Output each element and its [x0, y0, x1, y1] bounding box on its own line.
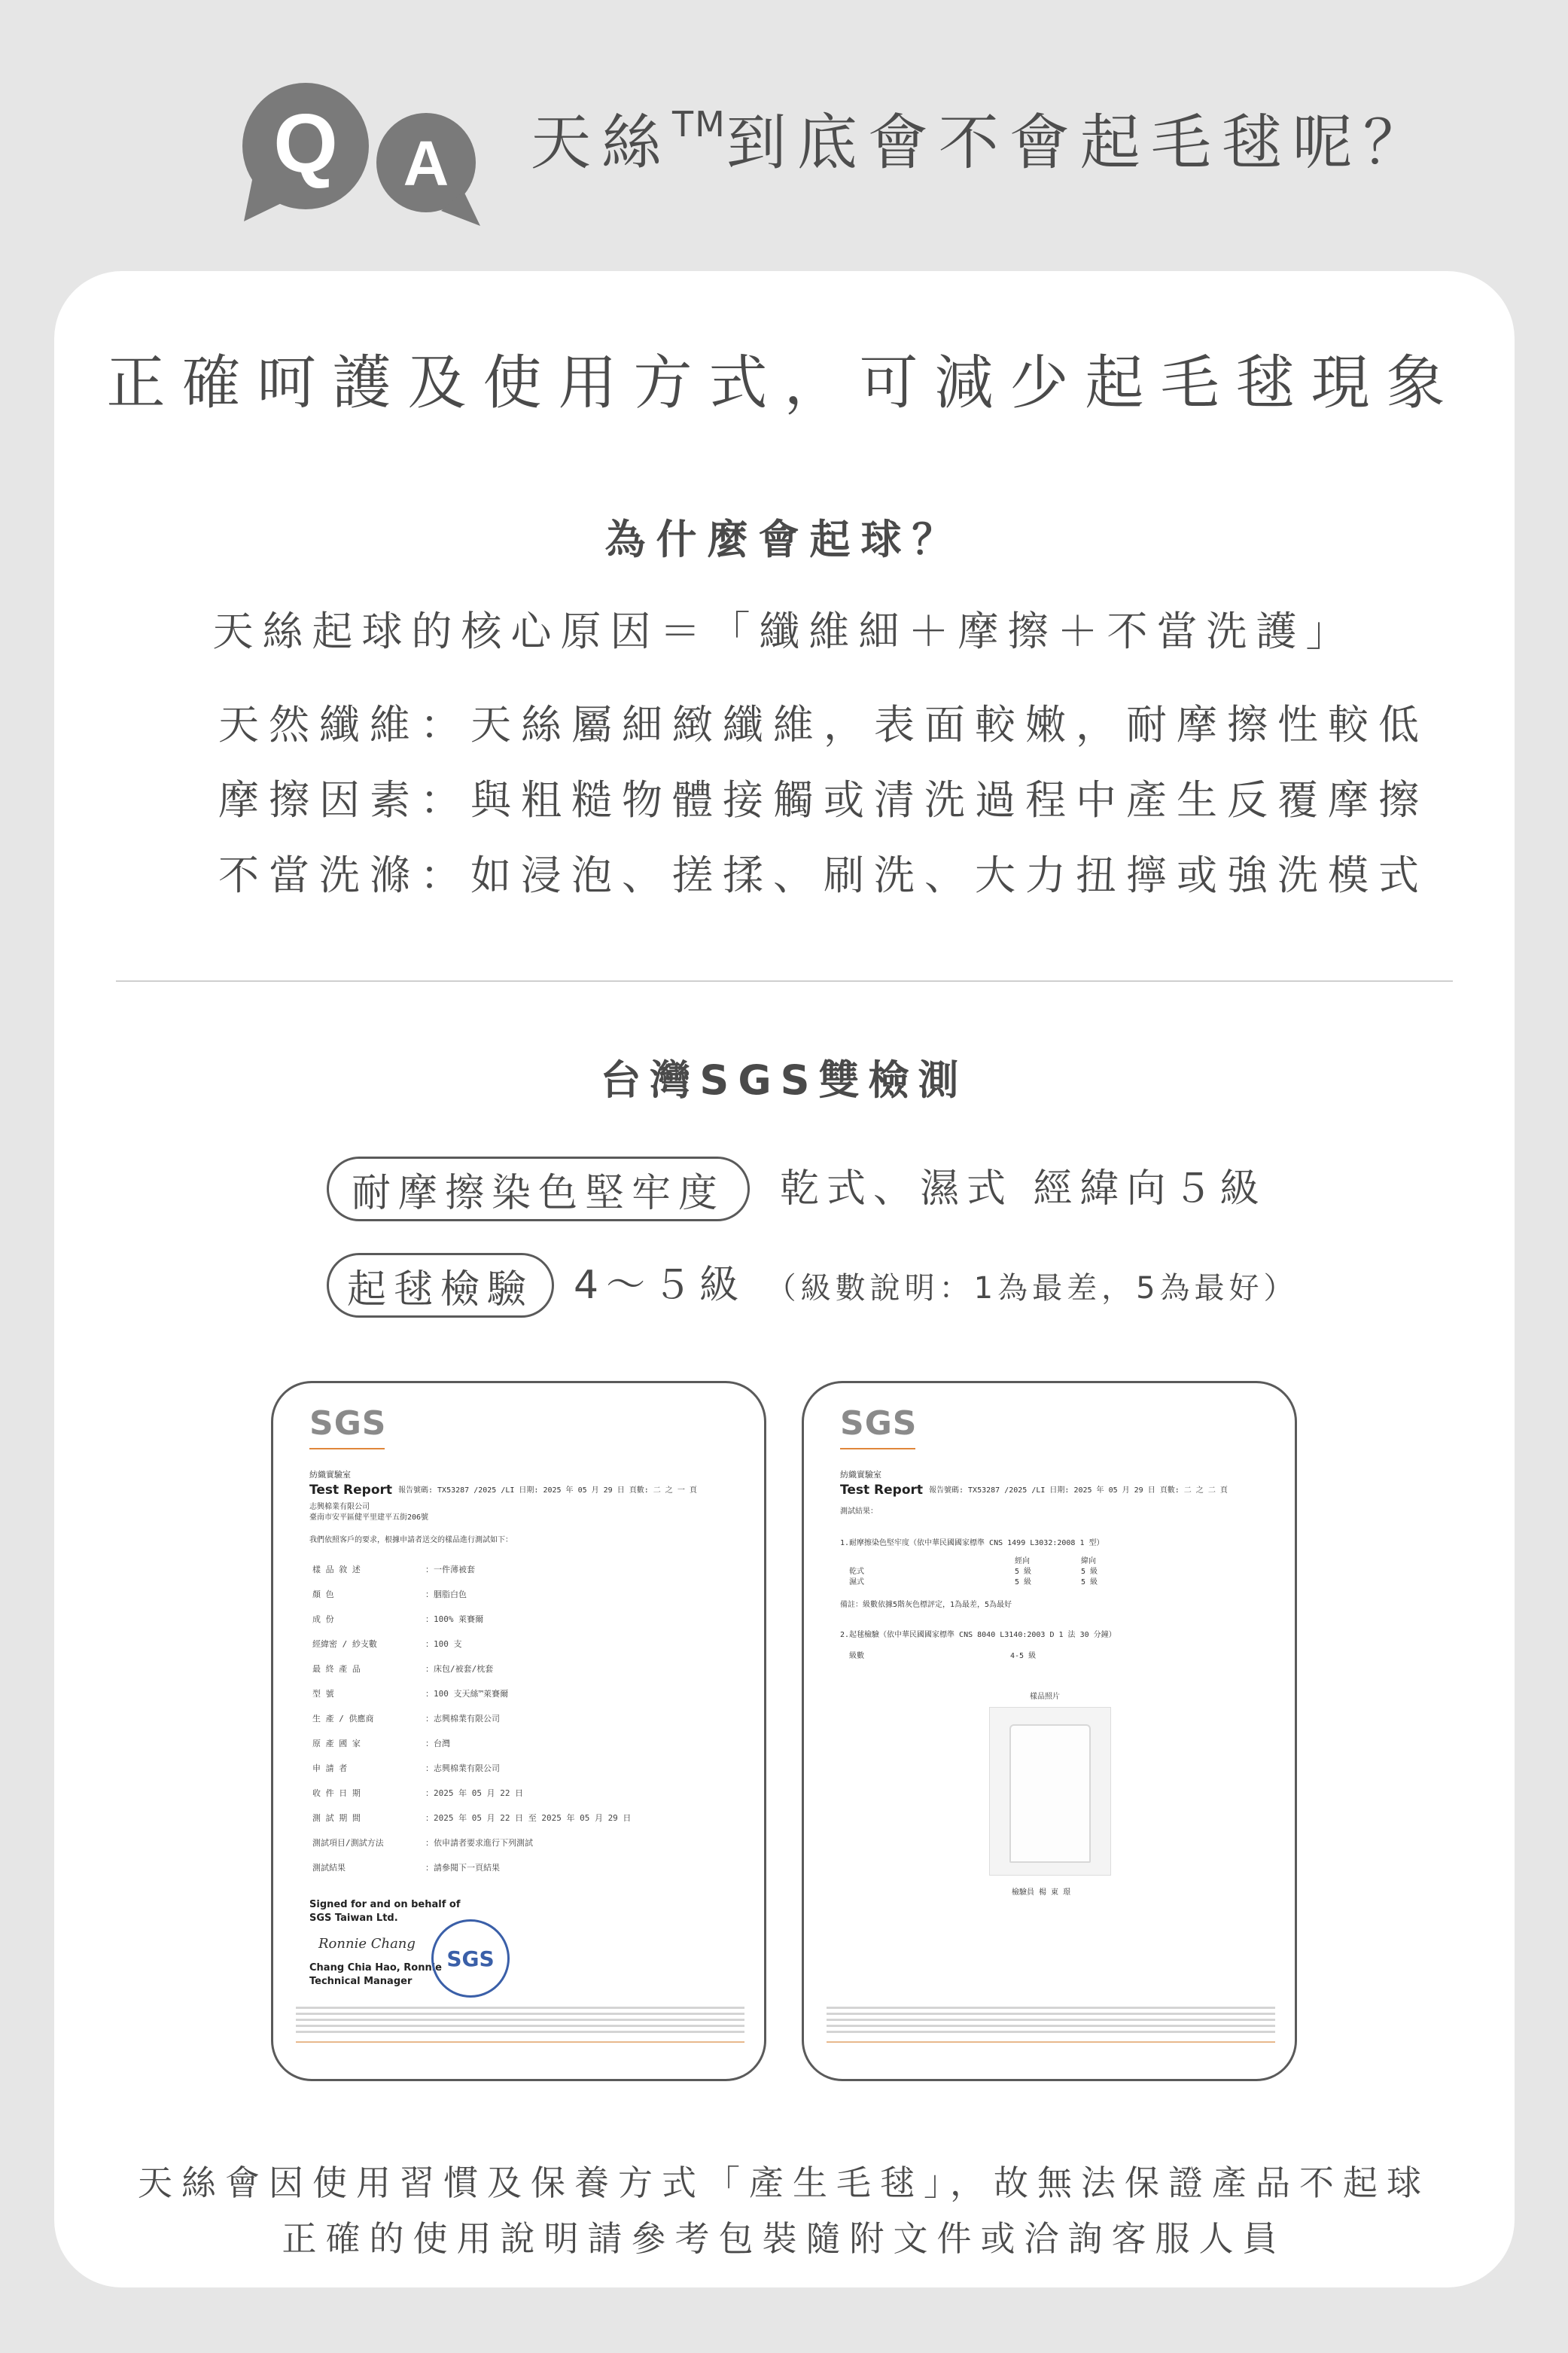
footer-line-2: 正確的使用說明請參考包裝隨附文件或洽詢客服人員 [282, 2218, 1286, 2259]
test1-pill [327, 1157, 750, 1221]
signed-company: SGS Taiwan Ltd. [309, 1913, 398, 1924]
report-number: 報告號碼: TX53287 /2025 /LI 日期: 2025 年 05 月 29 日 頁數: 二 之 一 頁 [398, 1486, 697, 1495]
footer-line [827, 2041, 1275, 2043]
header-title-pre: 天絲 [531, 108, 672, 178]
col-weft: 緯向 [1081, 1557, 1096, 1565]
reason-friction: 摩擦因素：與粗糙物體接觸或清洗過程中產生反覆摩擦 [218, 776, 1429, 824]
field-row: 測 試 期 間 ：2025 年 05 月 22 日 至 2025 年 05 月 29 日 [312, 1813, 632, 1823]
sample-photo [989, 1707, 1111, 1876]
address: 臺南市安平區健平里建平五街206號 [309, 1513, 429, 1522]
fine-print [827, 2013, 1275, 2015]
sgs-report-page-2 [802, 1381, 1297, 2081]
wet-warp: 5 級 [1015, 1578, 1032, 1586]
field-row: 樣 品 敘 述 ：一件薄被套 [312, 1565, 475, 1574]
signer-title: Technical Manager [309, 1976, 413, 1987]
field-row: 申 請 者 ：志興棉業有限公司 [312, 1763, 500, 1773]
photo-label: 樣品照片 [1030, 1693, 1060, 1701]
col-warp: 經向 [1015, 1557, 1030, 1565]
sgs-seal: SGS [431, 1919, 510, 1998]
report-title: Test Report [309, 1483, 393, 1498]
qa-bubble-icon [238, 78, 486, 229]
grade-note: 備註：級數依據5階灰色標評定，1為最差，5為最好 [840, 1601, 1012, 1609]
fine-print [827, 2025, 1275, 2027]
dry-warp: 5 級 [1015, 1568, 1032, 1576]
test2-pill [327, 1253, 554, 1318]
test2-line: 2.起毬檢驗（依中華民國國家標準 CNS 8040 L3140:2003 D 1 法 30 分鐘） [840, 1631, 1116, 1639]
fine-print [827, 2031, 1275, 2033]
fine-print [296, 2007, 744, 2009]
fine-print [296, 2025, 744, 2027]
intro-text: 我們依照客戶的要求，根據申請者送交的樣品進行測試如下： [309, 1536, 513, 1544]
test2-label: 起毬檢驗 [346, 1266, 534, 1312]
sgs-logo: SGS [309, 1404, 387, 1443]
q-letter: Q [273, 97, 338, 190]
reason-natural-fiber: 天然纖維：天絲屬細緻纖維，表面較嫩，耐摩擦性較低 [218, 701, 1429, 748]
report-title: Test Report [840, 1483, 924, 1498]
signed-for: Signed for and on behalf of [309, 1899, 461, 1910]
garment-image [1009, 1724, 1091, 1863]
test2-result: 4～５級 [574, 1263, 747, 1308]
field-row: 成 份 ：100% 萊賽爾 [312, 1614, 484, 1624]
field-row: 原 產 國 家 ：台灣 [312, 1739, 450, 1748]
divider [116, 980, 1453, 982]
field-row: 測試結果 ：請參閱下一頁結果 [312, 1863, 500, 1873]
signer-name: Chang Chia Hao, Ronnie [309, 1962, 442, 1974]
trademark: TM [672, 104, 726, 145]
wet-label: 濕式 [849, 1578, 864, 1586]
core-reason: 天絲起球的核心原因＝「纖維細＋摩擦＋不當洗護」 [212, 608, 1356, 655]
signature: Ronnie Chang [318, 1936, 416, 1952]
sgs-report-page-1 [271, 1381, 766, 2081]
reason-improper-washing: 不當洗滌：如浸泡、搓揉、刷洗、大力扭擰或強洗模式 [218, 852, 1429, 899]
fine-print [296, 2031, 744, 2033]
field-row: 收 件 日 期 ：2025 年 05 月 22 日 [312, 1788, 524, 1798]
grade-value: 4-5 級 [1010, 1652, 1037, 1660]
grade-label: 級數 [849, 1652, 864, 1660]
footer-line [296, 2041, 744, 2043]
fine-print [296, 2019, 744, 2021]
test1-label: 耐摩擦染色堅牢度 [351, 1170, 725, 1216]
field-row: 生 產 / 供應商 ：志興棉業有限公司 [312, 1714, 500, 1724]
report-number: 報告號碼: TX53287 /2025 /LI 日期: 2025 年 05 月 29 日 頁數: 二 之 二 頁 [929, 1486, 1228, 1495]
dry-weft: 5 級 [1081, 1568, 1098, 1576]
main-title: 正確呵護及使用方式，可減少起毛毬現象 [106, 349, 1462, 417]
lab-name: 紡織實驗室 [309, 1470, 351, 1480]
checker: 檢驗員 楊 東 璟 [1012, 1888, 1071, 1897]
fine-print [296, 2013, 744, 2015]
field-row: 最 終 產 品 ：床包/被套/枕套 [312, 1664, 494, 1674]
fine-print [827, 2007, 1275, 2009]
wet-weft: 5 級 [1081, 1578, 1098, 1586]
header-title [531, 104, 1434, 178]
field-row: 測試項目/測試方法 ：依申請者要求進行下列測試 [312, 1838, 533, 1848]
footer-line-1: 天絲會因使用習慣及保養方式「產生毛毬」，故無法保證產品不起球 [138, 2163, 1430, 2203]
test1-result: 乾式、濕式 經緯向５級 [780, 1166, 1267, 1212]
a-letter: A [403, 128, 449, 199]
field-row: 顏 色 ：胭脂白色 [312, 1589, 467, 1599]
why-heading: 為什麼會起球？ [604, 516, 964, 563]
test2-result-row [574, 1263, 1299, 1308]
fine-print [827, 2019, 1275, 2021]
lab-name: 紡織實驗室 [840, 1470, 881, 1480]
test1-line: 1.耐摩擦染色堅牢度（依中華民國國家標準 CNS 1499 L3032:2008 1 型） [840, 1539, 1104, 1547]
field-row: 型 號 ：100 支天絲™萊賽爾 [312, 1689, 509, 1699]
company: 志興棉業有限公司 [309, 1503, 370, 1511]
results-label: 測試結果： [840, 1507, 878, 1516]
test2-note: （級數說明：1為最差，5為最好） [766, 1271, 1299, 1306]
sgs-heading: 台灣SGS雙檢測 [600, 1056, 968, 1104]
sgs-logo: SGS [840, 1404, 918, 1443]
field-row: 經緯密 / 紗支數 ：100 支 [312, 1639, 462, 1649]
header-title-post: 到底會不會起毛毬呢？ [726, 108, 1434, 178]
dry-label: 乾式 [849, 1568, 864, 1576]
